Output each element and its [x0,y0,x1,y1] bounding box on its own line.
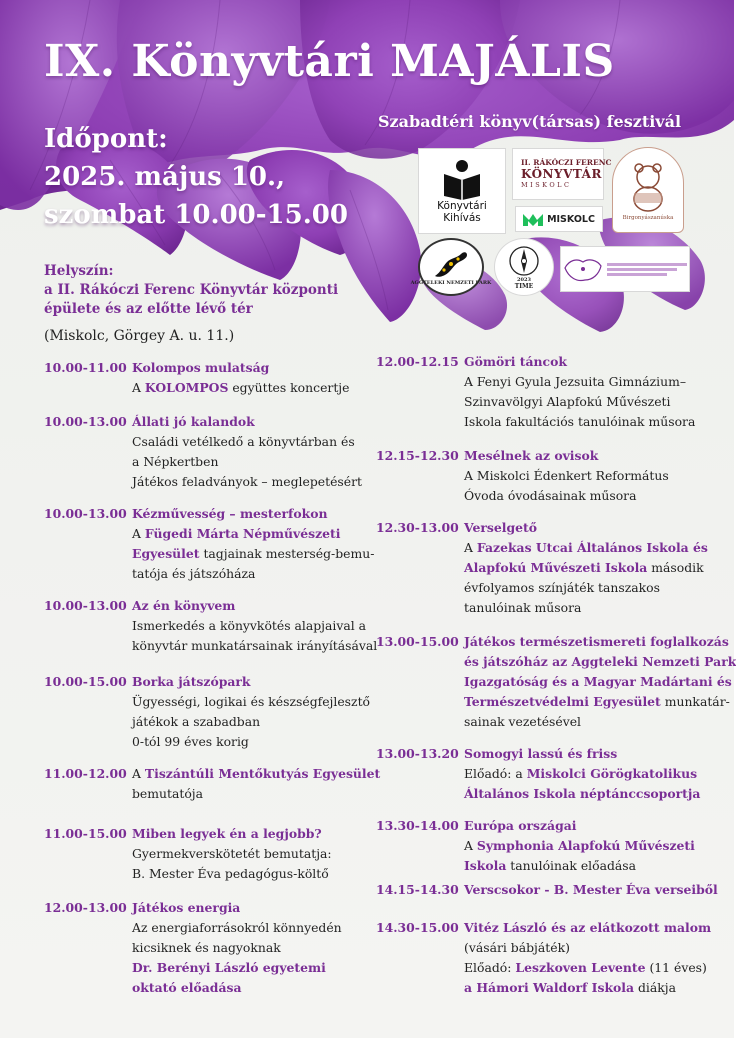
schedule-event-description [464,712,706,732]
description-text: tatója és játszóháza [132,566,256,581]
description-text: Gyermekverskötetét bemutatja: [132,846,332,861]
bear-icon [625,159,671,215]
description-text: Családi vetélkedő a könyvtárban és [132,434,355,449]
description-text: 0-tól 99 éves korig [132,734,249,749]
schedule-event-description [132,958,374,978]
schedule-event-description [132,864,374,884]
schedule-event-description [132,918,374,938]
highlighted-performer: Iskola [464,858,507,873]
schedule-event-description [464,578,706,598]
time-label: Időpont: [44,124,168,154]
description-text: Ügyességi, logikai és készségfejlesztő [132,694,371,709]
schedule-event-description [132,378,374,398]
highlighted-performer: Leszkoven Levente [515,960,646,975]
description-text: együttes koncertje [228,380,350,395]
schedule-time: 11.00-12.00 [44,766,127,781]
schedule-event-name: Mesélnek az ovisok [464,448,599,463]
schedule-event-description [464,938,706,958]
schedule-entry [44,358,374,398]
schedule-event-description [464,392,706,412]
schedule-entry [44,824,374,884]
schedule-time: 10.00-13.00 [44,598,127,613]
schedule-event-description [132,844,374,864]
schedule-event-description [464,412,706,432]
schedule-entry [44,672,374,752]
miskolc-text: MISKOLC [547,213,595,225]
description-text: A [132,526,145,541]
schedule-time: 13.00-13.20 [376,746,459,761]
description-text: évfolyamos színjáték tanszakos [464,580,660,595]
compass-icon [504,245,544,277]
description-text: sainak vezetésével [464,714,582,729]
description-text: kicsiknek és nagyoknak [132,940,281,955]
highlighted-performer: Tiszántúli Mentőkutyás Egyesület [144,766,381,781]
festival-subtitle: Szabadtéri könyv(társas) fesztivál [378,112,682,131]
description-text: második [647,560,704,575]
venue-address: (Miskolc, Görgey A. u. 11.) [44,328,235,344]
schedule-event-name: Miben legyek én a legjobb? [132,826,322,841]
bz-county-library-logo [560,246,690,292]
rakoczi-library-logo [512,148,612,200]
description-text: Iskola fakultációs tanulóinak műsora [464,414,696,429]
schedule-event-description [464,978,706,998]
schedule-entry [44,764,381,804]
description-text: Az energiaforrásokról könnyedén [132,920,342,935]
schedule-event-description [464,466,706,486]
schedule-event-description [464,538,706,558]
schedule-event-description [464,486,706,506]
schedule-event-description [132,692,374,712]
description-text: A [464,540,477,555]
schedule-event-name: Játékos energia [132,900,241,915]
county-map-icon [563,254,603,284]
venue-block [44,262,344,349]
description-text: Ismerkedés a könyvkötés alapjaival a [132,618,367,633]
highlighted-performer: KOLOMPOS [144,380,229,395]
schedule-time: 12.00-12.15 [376,354,459,369]
schedule-time: 11.00-15.00 [44,826,127,841]
time-year-text: 2023 [517,276,531,283]
schedule-entry [376,632,736,732]
schedule-entry [376,446,706,506]
highlighted-performer: a Hámori Waldorf Iskola [464,980,635,995]
schedule-entry [44,596,378,656]
description-text: Óvoda óvodásainak műsora [464,488,637,503]
schedule-time: 12.00-13.00 [44,900,127,915]
description-text: bemutatója [132,786,204,801]
rakoczi-top-text: II. RÁKÓCZI FERENC [521,158,612,167]
description-text: játékok a szabadban [132,714,261,729]
event-day-time: szombat 10.00-15.00 [44,200,348,230]
highlighted-performer: Miskolci Görögkatolikus [526,766,698,781]
highlighted-performer: Játékos természetismereti foglalkozás [464,634,729,649]
event-time-block [44,120,348,234]
highlighted-performer: Általános Iskola néptánccsoportja [464,786,701,801]
schedule-event-name: Kolompos mulatság [132,360,270,375]
schedule-event-description [132,978,374,998]
schedule-event-description [132,432,374,452]
event-date: 2025. május 10., [44,162,286,192]
rakoczi-main-text: KÖNYVTÁR [521,167,602,181]
schedule-event-description [132,544,374,564]
rakoczi-city-text: MISKOLC [521,181,572,189]
description-text: A [132,766,145,781]
schedule-event-name: Állati jó kalandok [132,414,255,429]
highlighted-performer: és játszóház az Aggteleki Nemzeti Park [464,654,736,669]
schedule-event-name: Vitéz László és az elátkozott malom [464,920,712,935]
highlighted-performer: Symphonia Alapfokú Művészeti [476,838,695,853]
bear-bottom-text: Birgonyászanúska [622,215,674,221]
schedule-event-description [132,616,374,636]
description-text: Szinvavölgyi Alapfokú Művészeti [464,394,671,409]
schedule-event-name: Verscsokor - B. Mester Éva verseiből [464,882,718,897]
schedule-time: 10.00-11.00 [44,360,127,375]
schedule-event-name: Somogyi lassú és friss [464,746,618,761]
schedule-event-description [464,836,706,856]
highlighted-performer: Alapfokú Művészeti Iskola [464,560,648,575]
description-text: Előadó: [464,960,516,975]
miskolc-m-icon [523,212,543,226]
description-text: A [132,380,145,395]
schedule-event-description [464,692,730,712]
schedule-entry [44,504,374,584]
schedule-time: 10.00-13.00 [44,506,127,521]
highlighted-performer: Dr. Berényi László egyetemi [132,960,326,975]
schedule-event-description [132,472,374,492]
schedule-event-description [132,784,374,804]
schedule-event-name: Kézművesség – mesterfokon [132,506,328,521]
schedule-event-name: Verselgető [464,520,537,535]
book-icon [440,158,484,200]
schedule-event-description [464,958,706,978]
highlighted-performer: Természetvédelmi Egyesület [464,694,661,709]
schedule-time: 14.15-14.30 [376,882,459,897]
description-text: (11 éves) [645,960,707,975]
schedule-event-description [464,632,729,652]
schedule-time: 13.00-15.00 [376,634,459,649]
schedule-time: 14.30-15.00 [376,920,459,935]
venue-label: Helyszín: [44,263,114,279]
schedule-event-description [132,712,374,732]
description-text: A Fenyi Gyula Jezsuita Gimnázium– [464,374,687,389]
schedule-event-description [132,938,374,958]
schedule-entry [376,352,706,432]
schedule-entry [376,918,712,998]
schedule-entry [44,412,374,492]
venue-line-2: épülete és az előtte lévő tér [44,301,253,317]
schedule-time: 12.30-13.00 [376,520,459,535]
schedule-event-description [464,558,706,578]
salamander-icon [431,248,471,280]
schedule-event-description [132,452,374,472]
time-word-text: TIME [514,282,534,290]
aggteleki-national-park-logo [410,238,492,296]
description-text: A Miskolci Édenkert Református [464,468,669,483]
description-text: könyvtár munkatársainak irányításával [132,638,378,653]
schedule-entry [376,744,706,804]
page-title: IX. Könyvtári MAJÁLIS [44,36,615,87]
schedule-entry [376,880,718,900]
schedule-time: 13.30-14.00 [376,818,459,833]
highlighted-performer: oktató előadása [132,980,242,995]
description-text: tagjainak mesterség-bemu- [199,546,375,561]
schedule-event-description [132,524,374,544]
schedule-event-description [464,764,706,784]
miskolc-logo [515,206,603,232]
konyvtari-kihivas-logo [418,148,506,234]
anp-text: AGGTELEKI NEMZETI PARK [410,280,492,286]
description-text: Előadó: a [464,766,527,781]
schedule-time: 10.00-15.00 [44,674,127,689]
description-text: tanulóinak műsora [464,600,582,615]
description-text: Játékos feladványok – meglepetésért [132,474,363,489]
schedule-event-description [464,652,736,672]
venue-line-1: a II. Rákóczi Ferenc Könyvtár központi [44,282,339,298]
schedule-event-description [464,856,706,876]
schedule-event-description [464,672,732,692]
bear-mascot-logo [612,147,684,233]
konyvtari-kihivas-text: Könyvtári Kihívás [437,200,487,224]
schedule-event-description [132,764,381,784]
time-badge-logo [494,238,554,296]
schedule-event-name: Borka játszópark [132,674,251,689]
description-text: (vásári bábjáték) [464,940,570,955]
description-text: munkatár- [660,694,730,709]
highlighted-performer: Fazekas Utcai Általános Iskola és [476,540,708,555]
description-text: A [464,838,477,853]
schedule-event-name: Európa országai [464,818,577,833]
description-text: a Népkertben [132,454,219,469]
description-text: B. Mester Éva pedagógus-költő [132,866,329,881]
schedule-event-name: Gömöri táncok [464,354,567,369]
schedule-event-description [132,732,374,752]
schedule-event-name: Az én könyvem [132,598,236,613]
highlighted-performer: Fügedi Márta Népművészeti [144,526,341,541]
description-text: diákja [634,980,677,995]
description-text: tanulóinak előadása [506,858,637,873]
schedule-event-description [464,784,706,804]
bz-library-fineprint [607,261,687,278]
schedule-time: 12.15-12.30 [376,448,459,463]
schedule-entry [376,816,706,876]
highlighted-performer: Igazgatóság és a Magyar Madártani és [464,674,732,689]
schedule-event-description [464,598,706,618]
highlighted-performer: Egyesület [132,546,200,561]
schedule-event-description [464,372,706,392]
schedule-entry [376,518,706,618]
schedule-event-description [132,564,374,584]
schedule-event-description [132,636,378,656]
schedule-entry [44,898,374,998]
schedule-time: 10.00-13.00 [44,414,127,429]
